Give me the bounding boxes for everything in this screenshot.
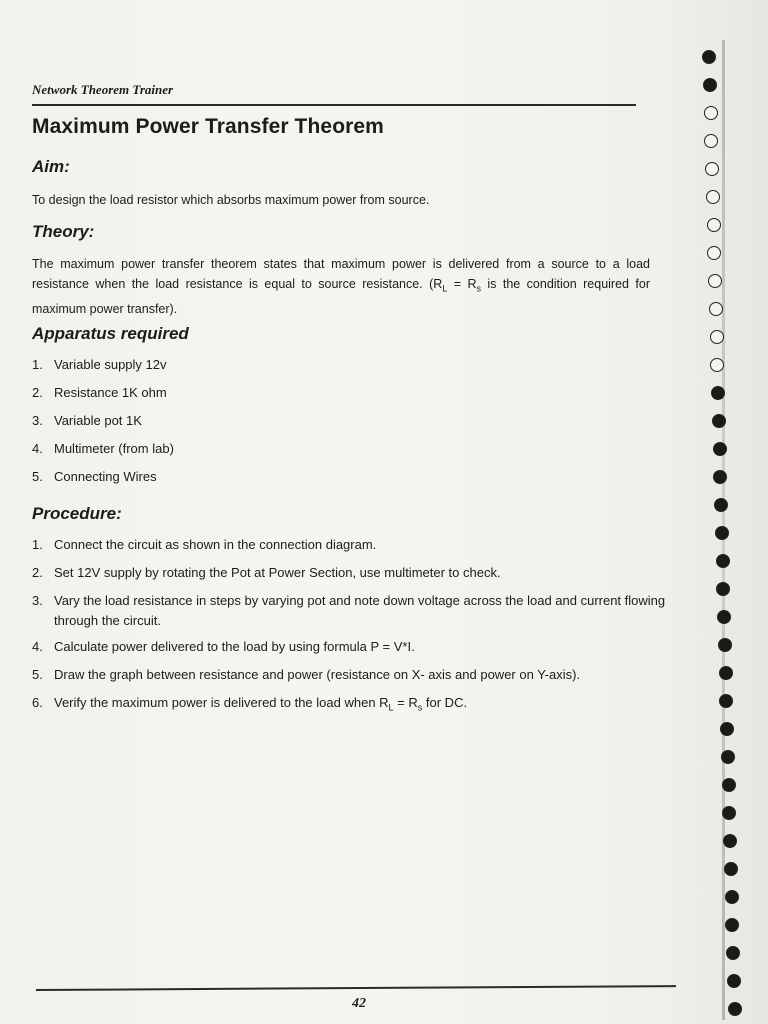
binding-hole bbox=[717, 610, 731, 624]
binding-hole bbox=[707, 218, 721, 232]
binding-hole bbox=[713, 470, 727, 484]
binding-hole bbox=[725, 918, 739, 932]
binding-hole bbox=[707, 246, 721, 260]
item-text: Set 12V supply by rotating the Pot at Power Section, use multimeter to check. bbox=[54, 565, 501, 580]
theory-heading: Theory: bbox=[32, 222, 95, 241]
binding-hole bbox=[716, 554, 730, 568]
binding-hole bbox=[710, 358, 724, 372]
item-text-part: for DC. bbox=[422, 695, 468, 710]
binding-hole bbox=[719, 694, 733, 708]
binding-hole bbox=[722, 778, 736, 792]
binding-hole bbox=[705, 162, 719, 176]
binding-hole bbox=[723, 834, 737, 848]
item-text-part: Verify the maximum power is delivered to the load when R bbox=[54, 695, 389, 710]
item-number: 4. bbox=[32, 639, 43, 654]
binding-hole bbox=[708, 274, 722, 288]
item-text: Connecting Wires bbox=[54, 469, 157, 484]
binding-hole bbox=[719, 666, 733, 680]
binding-hole bbox=[727, 974, 741, 988]
page-number: 42 bbox=[352, 996, 366, 1011]
binding-hole bbox=[715, 526, 729, 540]
item-text-part: = R bbox=[393, 695, 418, 710]
binding-hole bbox=[704, 134, 718, 148]
item-text: Vary the load resistance in steps by varying pot and note down voltage across the load and current flowing through the circuit. bbox=[54, 593, 666, 628]
binding-hole bbox=[722, 806, 736, 820]
theory-subscript-l: L bbox=[442, 283, 448, 294]
page-title: Maximum Power Transfer Theorem bbox=[32, 115, 384, 138]
binding-hole bbox=[704, 106, 718, 120]
binding-hole bbox=[714, 498, 728, 512]
binding-hole bbox=[716, 582, 730, 596]
theory-subscript-s: s bbox=[476, 283, 481, 294]
aim-heading: Aim: bbox=[32, 157, 70, 176]
item-text: Draw the graph between resistance and power (resistance on X- axis and power on Y-axis). bbox=[54, 667, 581, 682]
binding-hole bbox=[720, 722, 734, 736]
binding-hole bbox=[724, 862, 738, 876]
running-header: Network Theorem Trainer bbox=[32, 82, 636, 106]
binding-hole bbox=[702, 50, 716, 64]
subscript-l: L bbox=[388, 702, 394, 713]
item-text: Variable pot 1K bbox=[54, 413, 142, 428]
footer-rule bbox=[36, 985, 676, 991]
item-number: 6. bbox=[32, 695, 43, 710]
apparatus-heading: Apparatus required bbox=[32, 324, 189, 343]
binding-hole bbox=[703, 78, 717, 92]
binding-hole bbox=[713, 442, 727, 456]
subscript-s: s bbox=[417, 702, 423, 713]
item-text: Resistance 1K ohm bbox=[54, 385, 167, 400]
item-number: 3. bbox=[32, 413, 43, 428]
item-text bbox=[54, 693, 674, 718]
item-number: 3. bbox=[32, 593, 43, 608]
spiral-binding bbox=[690, 30, 768, 1024]
binding-hole bbox=[721, 750, 735, 764]
binding-hole bbox=[718, 638, 732, 652]
item-number: 2. bbox=[32, 565, 43, 580]
theory-text-part: The maximum power transfer theorem states that maximum power is delivered from a source to a load resistance when the load resistance is equal to source resistance. (R bbox=[32, 257, 650, 291]
item-text: Variable supply 12v bbox=[54, 357, 167, 372]
theory-text bbox=[32, 254, 650, 319]
item-number: 1. bbox=[32, 537, 43, 552]
binding-hole bbox=[726, 946, 740, 960]
aim-text: To design the load resistor which absorbs maximum power from source. bbox=[32, 193, 430, 207]
item-number: 1. bbox=[32, 357, 43, 372]
item-number: 2. bbox=[32, 385, 43, 400]
item-number: 5. bbox=[32, 667, 43, 682]
binding-hole bbox=[709, 302, 723, 316]
binding-hole bbox=[710, 330, 724, 344]
item-text: Multimeter (from lab) bbox=[54, 441, 174, 456]
theory-text-part: is the condition required for maximum power transfer). bbox=[32, 277, 650, 316]
procedure-heading: Procedure: bbox=[32, 504, 122, 523]
item-number: 5. bbox=[32, 469, 43, 484]
item-text: Connect the circuit as shown in the connection diagram. bbox=[54, 537, 377, 552]
theory-text-part: = R bbox=[447, 277, 477, 291]
binding-hole bbox=[711, 386, 725, 400]
binding-hole bbox=[706, 190, 720, 204]
binding-hole bbox=[725, 890, 739, 904]
item-number: 4. bbox=[32, 441, 43, 456]
item-text: Calculate power delivered to the load by using formula P = V*I. bbox=[54, 639, 415, 654]
binding-hole bbox=[728, 1002, 742, 1016]
binding-hole bbox=[712, 414, 726, 428]
